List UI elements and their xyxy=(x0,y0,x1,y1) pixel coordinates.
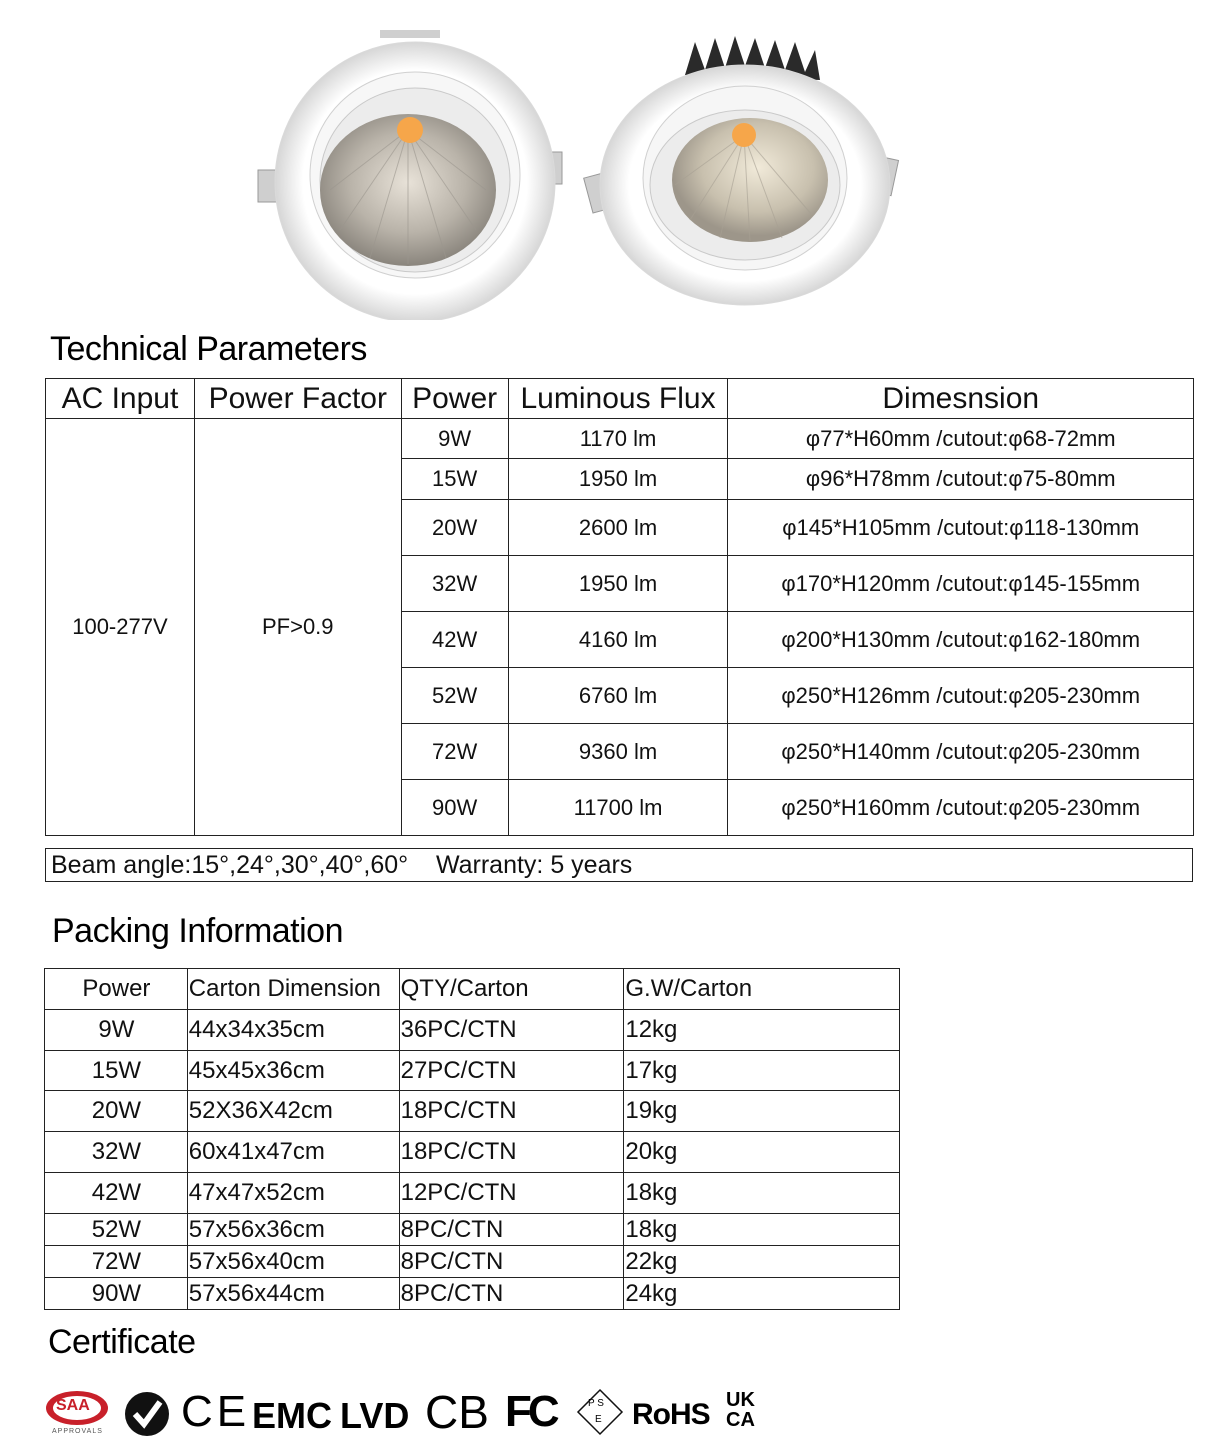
ce-mark: CE xyxy=(181,1387,251,1436)
gw-cell: 17kg xyxy=(624,1051,900,1091)
table-row xyxy=(45,1214,900,1246)
table-row xyxy=(45,1091,900,1132)
power-cell: 42W xyxy=(45,1173,188,1214)
table-row xyxy=(45,1051,900,1091)
power-cell: 90W xyxy=(45,1278,188,1310)
header-qty-carton: QTY/Carton xyxy=(399,969,624,1010)
power-cell: 9W xyxy=(45,1010,188,1051)
table-header-row xyxy=(45,969,900,1010)
header-dimension: Dimesnsion xyxy=(728,379,1194,419)
carton-cell: 57x56x44cm xyxy=(187,1278,399,1310)
technical-parameters-title: Technical Parameters xyxy=(50,330,367,368)
dimension-cell: φ250*H140mm /cutout:φ205-230mm xyxy=(728,724,1194,780)
qty-cell: 27PC/CTN xyxy=(399,1051,624,1091)
power-factor-value: PF>0.9 xyxy=(194,419,401,836)
saa-label: SAA xyxy=(56,1397,90,1414)
power-cell: 42W xyxy=(401,612,508,668)
table-row xyxy=(45,1173,900,1214)
ukca-top: UK xyxy=(726,1389,755,1411)
power-cell: 72W xyxy=(45,1246,188,1278)
packing-table xyxy=(44,968,900,1310)
technical-parameters-table xyxy=(45,378,1194,836)
flux-cell: 6760 lm xyxy=(508,668,728,724)
product-photo-icon xyxy=(250,20,930,320)
header-carton-dimension: Carton Dimension xyxy=(187,969,399,1010)
saa-sublabel: APPROVALS xyxy=(52,1428,103,1435)
table-row xyxy=(46,419,1194,459)
rohs-mark: RoHS xyxy=(632,1398,710,1431)
power-cell: 9W xyxy=(401,419,508,459)
packing-information-title: Packing Information xyxy=(52,912,343,950)
ukca-bottom: CA xyxy=(726,1409,755,1431)
gw-cell: 19kg xyxy=(624,1091,900,1132)
power-cell: 52W xyxy=(45,1214,188,1246)
qty-cell: 36PC/CTN xyxy=(399,1010,624,1051)
gw-cell: 24kg xyxy=(624,1278,900,1310)
flux-cell: 9360 lm xyxy=(508,724,728,780)
qty-cell: 12PC/CTN xyxy=(399,1173,624,1214)
gw-cell: 18kg xyxy=(624,1173,900,1214)
table-row xyxy=(45,1246,900,1278)
dimension-cell: φ170*H120mm /cutout:φ145-155mm xyxy=(728,556,1194,612)
pse-top: P S xyxy=(588,1398,604,1409)
emc-mark: EMC xyxy=(252,1395,332,1436)
header-power: Power xyxy=(401,379,508,419)
header-power: Power xyxy=(45,969,188,1010)
rcm-mark-icon xyxy=(123,1390,171,1438)
gw-cell: 20kg xyxy=(624,1132,900,1173)
table-row xyxy=(45,1278,900,1310)
flux-cell: 1950 lm xyxy=(508,459,728,500)
pse-bottom: E xyxy=(595,1414,602,1425)
flux-cell: 11700 lm xyxy=(508,780,728,836)
qty-cell: 18PC/CTN xyxy=(399,1091,624,1132)
header-ac-input: AC Input xyxy=(46,379,195,419)
power-cell: 52W xyxy=(401,668,508,724)
table-row xyxy=(45,1132,900,1173)
carton-cell: 44x34x35cm xyxy=(187,1010,399,1051)
beam-angle-warranty: Beam angle:15°,24°,30°,40°,60° Warranty: 5 years xyxy=(45,848,1193,882)
downlight-front-view xyxy=(258,30,562,320)
dimension-cell: φ250*H126mm /cutout:φ205-230mm xyxy=(728,668,1194,724)
power-cell: 72W xyxy=(401,724,508,780)
cb-mark: CB xyxy=(425,1386,489,1438)
carton-cell: 57x56x36cm xyxy=(187,1214,399,1246)
header-luminous-flux: Luminous Flux xyxy=(508,379,728,419)
power-cell: 20W xyxy=(45,1091,188,1132)
dimension-cell: φ200*H130mm /cutout:φ162-180mm xyxy=(728,612,1194,668)
downlight-angled-view xyxy=(584,36,899,305)
flux-cell: 4160 lm xyxy=(508,612,728,668)
flux-cell: 2600 lm xyxy=(508,500,728,556)
qty-cell: 8PC/CTN xyxy=(399,1214,624,1246)
flux-cell: 1170 lm xyxy=(508,419,728,459)
power-cell: 32W xyxy=(45,1132,188,1173)
certificate-title: Certificate xyxy=(48,1323,196,1361)
carton-cell: 60x41x47cm xyxy=(187,1132,399,1173)
qty-cell: 8PC/CTN xyxy=(399,1278,624,1310)
gw-cell: 18kg xyxy=(624,1214,900,1246)
lvd-mark: LVD xyxy=(340,1395,410,1436)
gw-cell: 22kg xyxy=(624,1246,900,1278)
table-header-row xyxy=(46,379,1194,419)
table-row xyxy=(45,1010,900,1051)
power-cell: 20W xyxy=(401,500,508,556)
header-gw-carton: G.W/Carton xyxy=(624,969,900,1010)
dimension-cell: φ96*H78mm /cutout:φ75-80mm xyxy=(728,459,1194,500)
fcc-mark: FC xyxy=(505,1387,556,1436)
carton-cell: 47x47x52cm xyxy=(187,1173,399,1214)
dimension-cell: φ77*H60mm /cutout:φ68-72mm xyxy=(728,419,1194,459)
power-cell: 90W xyxy=(401,780,508,836)
power-cell: 15W xyxy=(401,459,508,500)
header-power-factor: Power Factor xyxy=(194,379,401,419)
carton-cell: 45x45x36cm xyxy=(187,1051,399,1091)
pse-mark-icon xyxy=(576,1388,624,1436)
carton-cell: 57x56x40cm xyxy=(187,1246,399,1278)
qty-cell: 8PC/CTN xyxy=(399,1246,624,1278)
ac-input-value: 100-277V xyxy=(46,419,195,836)
power-cell: 15W xyxy=(45,1051,188,1091)
flux-cell: 1950 lm xyxy=(508,556,728,612)
carton-cell: 52X36X42cm xyxy=(187,1091,399,1132)
power-cell: 32W xyxy=(401,556,508,612)
gw-cell: 12kg xyxy=(624,1010,900,1051)
qty-cell: 18PC/CTN xyxy=(399,1132,624,1173)
dimension-cell: φ250*H160mm /cutout:φ205-230mm xyxy=(728,780,1194,836)
dimension-cell: φ145*H105mm /cutout:φ118-130mm xyxy=(728,500,1194,556)
